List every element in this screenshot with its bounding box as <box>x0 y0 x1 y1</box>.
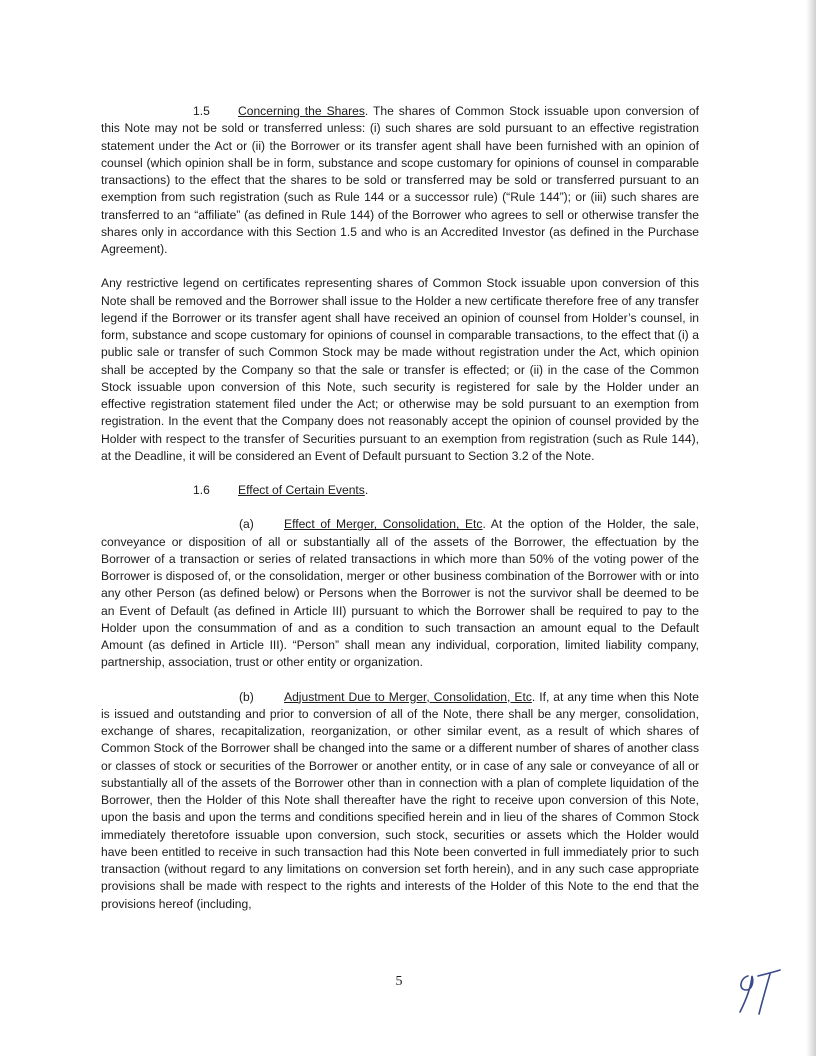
subsection-b-text: If, at any time when this Note is issued and outstanding and prior to conversion of all of the Note, there shall be any merger, consolidation, exchange of shares, recapitalization, reorganization, or other similar event, as a result of which shares of Common Stock of the Borrower shall be changed into the same or a different number of shares of another class or classes of stock or securities of the Borrower or another entity, or in case of any sale or conveyance of all or substantially all of the assets of the Borrower other than in connection with a plan of complete liquidation of the Borrower, then the Holder of this Note shall thereafter have the right to receive upon conversion of this Note, upon the basis and upon the terms and conditions specified herein and in lieu of the shares of Common Stock immediately theretofore issuable upon conversion, such stock, securities or assets which the Holder would have been entitled to receive in such transaction had this Note been converted in full immediately prior to such transaction (without regard to any limitations on conversion set forth herein), and in any such case appropriate provisions shall be made with respect to the rights and interests of the Holder of this Note to the end that the provisions hereof (including, <box>101 689 699 911</box>
subsection-a-label: (a) <box>239 517 254 532</box>
section-1-5-number: 1.5 <box>193 104 210 118</box>
subsection-b-paragraph: (b) Adjustment Due to Merger, Consolidation, Etc. If, at any time when this Note is issued and outstanding and prior to conversion of all of the Note, there shall be any merger, consolidation, exchange of shares, recapitalization, reorganization, or other similar event, as a result of which shares of Common Stock of the Borrower shall be changed into the same or a different number of shares of another class or classes of stock or securities of the Borrower or another entity, or in case of any sale or conveyance of all or substantially all of the assets of the Borrower other than in connection with a plan of complete liquidation of the Borrower, then the Holder of this Note shall thereafter have the right to receive upon conversion of this Note, upon the basis and upon the terms and conditions specified herein and in lieu of the shares of Common Stock immediately theretofore issuable upon conversion, such stock, securities or assets which the Holder would have been entitled to receive in such transaction had this Note been converted in full immediately prior to such transaction (without regard to any limitations on conversion set forth herein), and in any such case appropriate provisions shall be made with respect to the rights and interests of the Holder of this Note to the end that the provisions hereof (including, <box>101 689 699 911</box>
subsection-b-title: Adjustment Due to Merger, Consolidation, Etc <box>284 689 532 704</box>
subsection-a-title: Effect of Merger, Consolidation, Etc <box>284 517 483 532</box>
restrictive-legend-paragraph: Any restrictive legend on certificates representing shares of Common Stock issuable upon conversion of this Note shall be removed and the Borrower shall issue to the Holder a new certificate therefore free of any transfer legend if the Borrower or its transfer agent shall have received an opinion of counsel from Holder’s counsel, in form, substance and scope customary for opinions of counsel in comparable transactions, to the effect that (i) a public sale or transfer of such Common Stock may be made without registration under the Act, which opinion shall be accepted by the Company so that the sale or transfer is effected; or (ii) in the case of the Common Stock issuable upon conversion of this Note, such security is registered for sale by the Holder under an effective registration statement filed under the Act; or otherwise may be sold pursuant to an exemption from registration. In the event that the Company does not reasonably accept the opinion of counsel provided by the Holder with respect to the transfer of Securities pursuant to an exemption from registration (such as Rule 144), at the Deadline, it will be considered an Event of Default pursuant to Section 3.2 of the Note. <box>101 276 699 463</box>
subsection-a-paragraph: (a) Effect of Merger, Consolidation, Etc. At the option of the Holder, the sale, conveyance or disposition of all or substantially all of the assets of the Borrower, the effectuation by the Borrower of a transaction or series of related transactions in which more than 50% of the voting power of the Borrower is disposed of, or the consolidation, merger or other business combination of the Borrower with or into any other Person (as defined below) or Persons when the Borrower is not the survivor shall be deemed to be an Event of Default (as defined in Article III) pursuant to which the Borrower shall be required to pay to the Holder upon the consummation of and as a condition to such transaction an amount equal to the Default Amount (as defined in Article III). “Person” shall mean any individual, corporation, limited liability company, partnership, association, trust or other entity or organization. <box>101 517 699 670</box>
subsection-b-label: (b) <box>239 689 254 704</box>
page-edge-shadow <box>806 0 816 1056</box>
section-1-5-paragraph: 1.5 Concerning the Shares. The shares of Common Stock issuable upon conversion of this Note may not be sold or transferred unless: (i) such shares are sold pursuant to an effective registration statement under the Act or (ii) the Borrower or its transfer agent shall have been furnished with an opinion of counsel (which opinion shall be in form, substance and scope customary for opinions of counsel in comparable transactions) to the effect that the shares to be sold or transferred may be sold or transferred pursuant to an exemption from such registration (such as Rule 144 or a successor rule) (“Rule 144”); or (iii) such shares are transferred to an “affiliate” (as defined in Rule 144) of the Borrower who agrees to sell or otherwise transfer the shares only in accordance with this Section 1.5 and who is an Accredited Investor (as defined in the Purchase Agreement). <box>101 104 699 256</box>
handwritten-initials <box>734 966 782 1018</box>
section-1-5-title: Concerning the Shares <box>238 104 365 118</box>
section-1-5-text: The shares of Common Stock issuable upon conversion of this Note may not be sold or transferred unless: (i) such shares are sold pursuant to an effective registration statement under the Act or (ii) the Borrower or its transfer agent shall have been furnished with an opinion of counsel (which opinion shall be in form, substance and scope customary for opinions of counsel in comparable transactions) to the effect that the shares to be sold or transferred may be sold or transferred pursuant to an exemption from such registration (such as Rule 144 or a successor rule) (“Rule 144”); or (iii) such shares are transferred to an “affiliate” (as defined in Rule 144) of the Borrower who agrees to sell or otherwise transfer the shares only in accordance with this Section 1.5 and who is an Accredited Investor (as defined in the Purchase Agreement). <box>101 104 699 256</box>
subsection-a-text: At the option of the Holder, the sale, conveyance or disposition of all or substantially all of the assets of the Borrower, the effectuation by the Borrower of a transaction or series of related transactions in which more than 50% of the voting power of the Borrower is disposed of, or the consolidation, merger or other business combination of the Borrower with or into any other Person (as defined below) or Persons when the Borrower is not the survivor shall be deemed to be an Event of Default (as defined in Article III) pursuant to which the Borrower shall be required to pay to the Holder upon the consummation of and as a condition to such transaction an amount equal to the Default Amount (as defined in Article III). “Person” shall mean any individual, corporation, limited liability company, partnership, association, trust or other entity or organization. <box>101 517 699 670</box>
section-1-6-heading: 1.6 Effect of Certain Events. <box>101 482 699 499</box>
page-number: 5 <box>395 974 403 989</box>
section-1-6-number: 1.6 <box>193 483 210 497</box>
document-body <box>101 103 699 913</box>
section-1-6-title: Effect of Certain Events <box>238 483 365 497</box>
